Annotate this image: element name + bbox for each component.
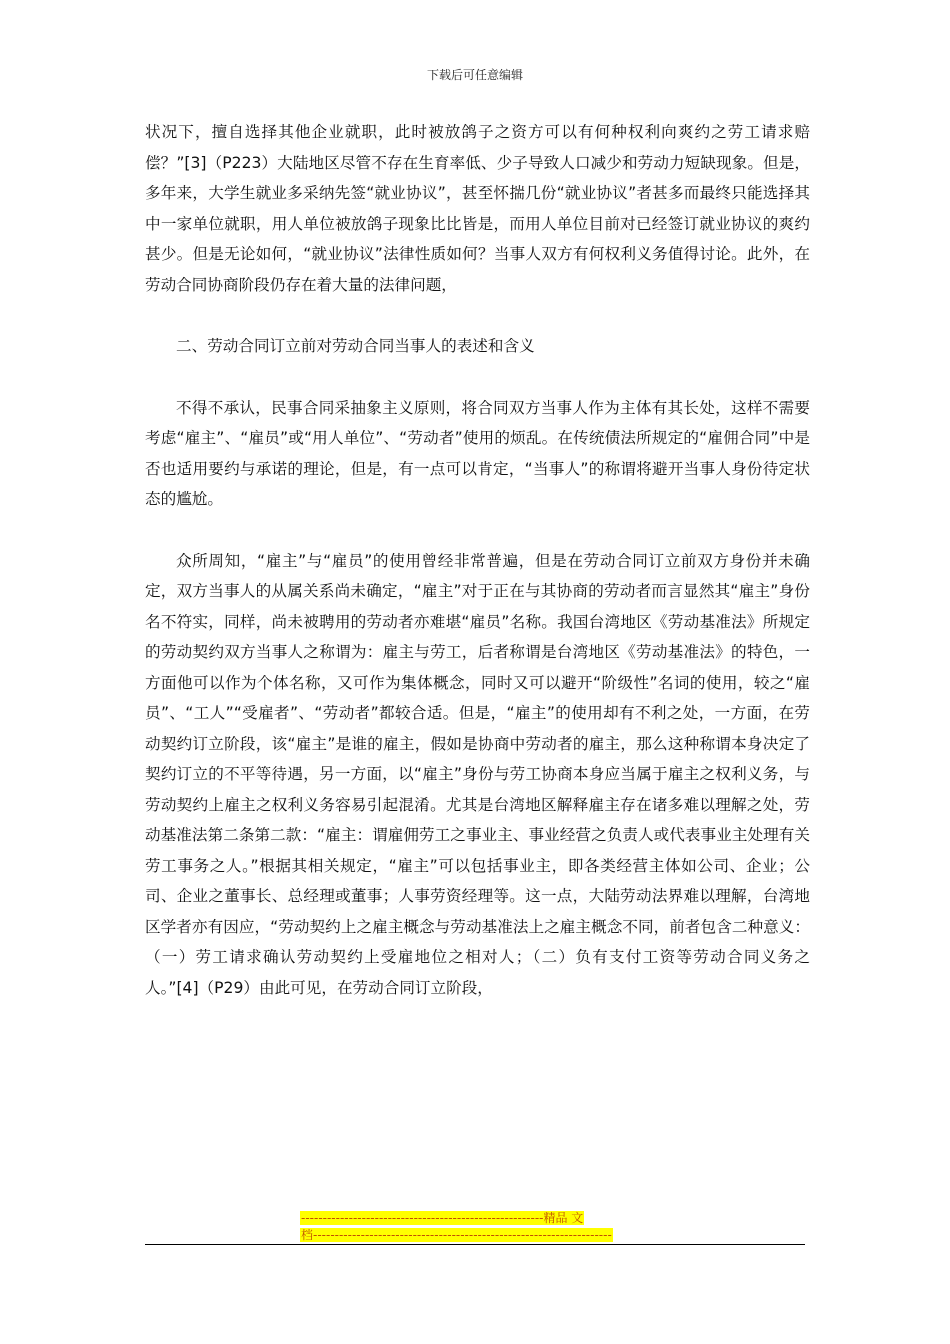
section-heading: 二、劳动合同订立前对劳动合同当事人的表述和含义 [176,337,535,355]
footer-line-1: --------------------------------------------------------精品 文 [301,1211,584,1225]
document-body [145,117,810,1003]
footer-line-2: 档--------------------------------------------------------------------- [301,1228,612,1242]
footer-watermark [300,1210,650,1244]
footer-divider [145,1244,805,1245]
paragraph-1: 状况下，擅自选择其他企业就职，此时被放鸽子之资方可以有何种权利向爽约之劳工请求赔偿？”[3]（P223）大陆地区尽管不存在生育率低、少子导致人口减少和劳动力短缺现象。但是，多年来，大学生就业多采纳先签“就业协议”，甚至怀揣几份“就业协议”者甚多而最终只能选择其中一家单位就职，用人单位被放鸽子现象比比皆是，而用人单位目前对已经签订就业协议的爽约甚少。但是无论如何，“就业协议”法律性质如何？当事人双方有何权利义务值得讨论。此外，在劳动合同协商阶段仍存在着大量的法律问题， [145,123,810,294]
paragraph-3: 众所周知，“雇主”与“雇员”的使用曾经非常普遍，但是在劳动合同订立前双方身份并未确定，双方当事人的从属关系尚未确定，“雇主”对于正在与其协商的劳动者而言显然其“雇主”身份名不符实，同样，尚未被聘用的劳动者亦难堪“雇员”名称。我国台湾地区《劳动基准法》所规定的劳动契约双方当事人之称谓为：雇主与劳工，后者称谓是台湾地区《劳动基准法》的特色，一方面他可以作为个体名称，又可作为集体概念，同时又可以避开“阶级性”名词的使用，较之“雇员”、“工人”“受雇者”、“劳动者”都较合适。但是，“雇主”的使用却有不利之处，一方面，在劳动契约订立阶段，该“雇主”是谁的雇主，假如是协商中劳动者的雇主，那么这种称谓本身决定了契约订立的不平等待遇，另一方面，以“雇主”身份与劳工协商本身应当属于雇主之权利义务，与劳动契约上雇主之权利义务容易引起混淆。尤其是台湾地区解释雇主存在诸多难以理解之处，劳动基准法第二条第二款：“雇主：谓雇佣劳工之事业主、事业经营之负责人或代表事业主处理有关劳工事务之人。”根据其相关规定，“雇主”可以包括事业主，即各类经营主体如公司、企业；公司、企业之董事长、总经理或董事；人事劳资经理等。这一点，大陆劳动法界难以理解，台湾地区学者亦有因应，“劳动契约上之雇主概念与劳动基准法上之雇主概念不同，前者包含二种意义：（一）劳工请求确认劳动契约上受雇地位之相对人；（二）负有支付工资等劳动合同义务之人。”[4]（P29）由此可见，在劳动合同订立阶段， [145,551,810,997]
page-header: 下载后可任意编辑 [426,68,523,82]
paragraph-2: 不得不承认，民事合同采抽象主义原则，将合同双方当事人作为主体有其长处，这样不需要考虑“雇主”、“雇员”或“用人单位”、“劳动者”使用的烦乱。在传统债法所规定的“雇佣合同”中是否也适用要约与承诺的理论，但是，有一点可以肯定，“当事人”的称谓将避开当事人身份待定状态的尴尬。 [145,398,810,508]
